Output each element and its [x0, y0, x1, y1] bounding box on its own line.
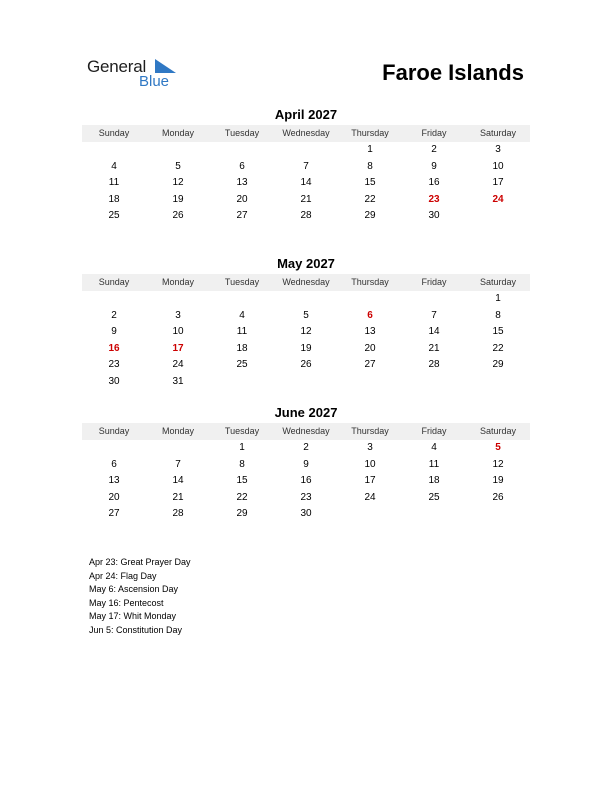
day-cell: 25: [236, 359, 248, 370]
week-row: [82, 208, 530, 225]
day-cell: 10: [172, 326, 184, 337]
day-cell: 21: [300, 193, 312, 205]
month-june: [82, 405, 530, 523]
day-cell: 30: [108, 375, 120, 387]
day-cell: 26: [492, 491, 504, 503]
day-cell: 1: [239, 442, 245, 453]
day-cell: 6: [239, 160, 245, 172]
day-cell: 13: [108, 475, 120, 486]
weekday-label: Saturday: [479, 277, 517, 287]
day-cell: 12: [492, 458, 504, 470]
week-row: [82, 490, 530, 507]
day-cell: 29: [364, 210, 376, 221]
week-row: [82, 374, 530, 391]
day-cell: 24: [492, 193, 504, 205]
empty-day-cell: [466, 506, 530, 523]
day-cell: 20: [108, 491, 120, 503]
week-row: [82, 473, 530, 490]
empty-day-cell: [146, 142, 210, 159]
day-cell: 9: [111, 326, 117, 337]
day-cell: 3: [367, 442, 373, 453]
week-row: [82, 324, 530, 341]
day-cell: 4: [239, 309, 245, 321]
day-cell: 14: [300, 177, 312, 188]
day-cell: 27: [236, 210, 248, 221]
holiday-entry: Jun 5: Constitution Day: [89, 624, 183, 635]
day-cell: 6: [367, 309, 373, 321]
empty-day-cell: [466, 374, 530, 391]
week-row: [82, 159, 530, 176]
week-row: [82, 341, 530, 358]
day-cell: 21: [428, 342, 440, 354]
month-title: May 2027: [277, 256, 335, 271]
empty-day-cell: [402, 374, 466, 391]
day-cell: 24: [364, 491, 376, 503]
day-cell: 8: [367, 160, 373, 172]
weekday-label: Tuesday: [224, 128, 260, 138]
logo-text-general: General: [87, 57, 147, 76]
empty-day-cell: [210, 142, 274, 159]
day-cell: 7: [303, 160, 309, 172]
day-cell: 3: [495, 144, 501, 155]
day-cell: 10: [492, 160, 504, 172]
week-row: [82, 142, 530, 159]
day-cell: 15: [236, 475, 248, 486]
weekday-label: Monday: [161, 426, 195, 436]
day-cell: 23: [428, 193, 440, 205]
month-april: [82, 107, 530, 225]
day-cell: 28: [300, 210, 312, 221]
weekday-label: Friday: [421, 277, 447, 287]
weekday-label: Friday: [421, 128, 447, 138]
holiday-entry: Apr 24: Flag Day: [89, 570, 157, 581]
day-cell: 5: [303, 309, 309, 321]
weekday-label: Saturday: [479, 426, 517, 436]
month-title: April 2027: [274, 107, 338, 122]
weekday-label: Tuesday: [224, 277, 260, 287]
day-cell: 12: [300, 326, 312, 337]
day-cell: 16: [300, 475, 312, 486]
day-cell: 4: [111, 160, 117, 172]
day-cell: 9: [303, 458, 309, 470]
weekday-label: Thursday: [351, 426, 389, 436]
empty-day-cell: [82, 291, 146, 308]
empty-day-cell: [338, 374, 402, 391]
day-cell: 26: [300, 359, 312, 370]
weekday-label: Monday: [161, 128, 195, 138]
day-cell: 28: [428, 359, 440, 370]
day-cell: 23: [300, 491, 312, 503]
week-row: [82, 457, 530, 474]
weekday-label: Sunday: [98, 426, 130, 436]
day-cell: 21: [172, 491, 184, 503]
holiday-entry: May 17: Whit Monday: [89, 611, 177, 622]
empty-day-cell: [82, 440, 146, 457]
week-row: [82, 175, 530, 192]
day-cell: 27: [108, 508, 120, 519]
day-cell: 1: [495, 293, 501, 304]
week-row: [82, 440, 530, 457]
day-cell: 22: [236, 491, 248, 503]
holiday-list: [89, 556, 191, 638]
weekday-label: Friday: [421, 426, 447, 436]
day-cell: 13: [236, 177, 248, 188]
day-cell: 8: [239, 458, 245, 470]
weekday-label: Monday: [161, 277, 195, 287]
day-cell: 7: [431, 309, 437, 321]
empty-day-cell: [82, 142, 146, 159]
weekday-header: [82, 423, 530, 440]
day-cell: 17: [172, 342, 184, 354]
week-row: [82, 308, 530, 325]
weekday-label: Thursday: [351, 128, 389, 138]
weekday-label: Sunday: [98, 128, 130, 138]
day-cell: 30: [428, 210, 440, 221]
day-cell: 6: [111, 458, 117, 470]
weekday-header: [82, 125, 530, 142]
empty-day-cell: [338, 506, 402, 523]
empty-day-cell: [274, 142, 338, 159]
month-title: June 2027: [274, 405, 338, 420]
day-cell: 28: [172, 508, 184, 519]
day-cell: 4: [431, 442, 437, 453]
day-cell: 31: [172, 375, 184, 387]
day-cell: 2: [303, 442, 309, 453]
day-cell: 5: [495, 442, 501, 453]
empty-day-cell: [146, 291, 210, 308]
weekday-label: Tuesday: [224, 426, 260, 436]
day-cell: 16: [428, 177, 440, 188]
day-cell: 10: [364, 458, 376, 470]
day-cell: 12: [172, 177, 184, 188]
empty-day-cell: [274, 374, 338, 391]
day-cell: 11: [428, 458, 440, 470]
day-cell: 19: [172, 193, 184, 205]
week-row: [82, 192, 530, 209]
day-cell: 1: [367, 144, 373, 155]
generalblue-logo: [87, 57, 187, 93]
logo-text-blue: Blue: [139, 73, 170, 90]
day-cell: 22: [492, 342, 504, 354]
day-cell: 18: [428, 475, 440, 486]
day-cell: 2: [111, 309, 117, 321]
day-cell: 15: [364, 177, 376, 188]
day-cell: 14: [172, 475, 184, 486]
week-row: [82, 291, 530, 308]
day-cell: 18: [236, 342, 248, 354]
empty-day-cell: [402, 291, 466, 308]
holiday-entry: May 6: Ascension Day: [89, 584, 179, 595]
day-cell: 15: [492, 326, 504, 337]
empty-day-cell: [210, 291, 274, 308]
day-cell: 30: [300, 508, 312, 519]
day-cell: 17: [364, 475, 376, 486]
weekday-header: [82, 274, 530, 291]
day-cell: 19: [492, 475, 504, 486]
week-row: [82, 506, 530, 523]
day-cell: 11: [108, 177, 120, 188]
day-cell: 25: [108, 210, 120, 221]
empty-day-cell: [466, 208, 530, 225]
holiday-entry: May 16: Pentecost: [89, 597, 164, 608]
day-cell: 7: [175, 458, 181, 470]
day-cell: 11: [236, 326, 248, 337]
weekday-label: Saturday: [479, 128, 517, 138]
weekday-label: Wednesday: [282, 426, 330, 436]
day-cell: 24: [172, 359, 184, 370]
day-cell: 18: [108, 193, 120, 205]
day-cell: 16: [108, 342, 120, 354]
day-cell: 9: [431, 160, 437, 172]
empty-day-cell: [274, 291, 338, 308]
day-cell: 27: [364, 359, 376, 370]
day-cell: 13: [364, 326, 376, 337]
day-cell: 8: [495, 309, 501, 321]
day-cell: 22: [364, 193, 376, 205]
empty-day-cell: [338, 291, 402, 308]
day-cell: 25: [428, 491, 440, 503]
day-cell: 2: [431, 144, 437, 155]
day-cell: 19: [300, 342, 312, 354]
day-cell: 3: [175, 309, 181, 321]
month-may: [82, 256, 530, 390]
holiday-entry: Apr 23: Great Prayer Day: [89, 557, 191, 567]
day-cell: 5: [175, 160, 181, 172]
day-cell: 20: [364, 342, 376, 354]
day-cell: 26: [172, 210, 184, 221]
day-cell: 17: [492, 177, 504, 188]
week-row: [82, 357, 530, 374]
day-cell: 29: [492, 359, 504, 370]
weekday-label: Thursday: [351, 277, 389, 287]
empty-day-cell: [210, 374, 274, 391]
weekday-label: Sunday: [98, 277, 130, 287]
empty-day-cell: [402, 506, 466, 523]
day-cell: 20: [236, 193, 248, 205]
weekday-label: Wednesday: [282, 277, 330, 287]
weekday-label: Wednesday: [282, 128, 330, 138]
day-cell: 23: [108, 359, 120, 370]
day-cell: 14: [428, 326, 440, 337]
day-cell: 29: [236, 508, 248, 519]
country-title: Faroe Islands: [382, 60, 524, 85]
empty-day-cell: [146, 440, 210, 457]
